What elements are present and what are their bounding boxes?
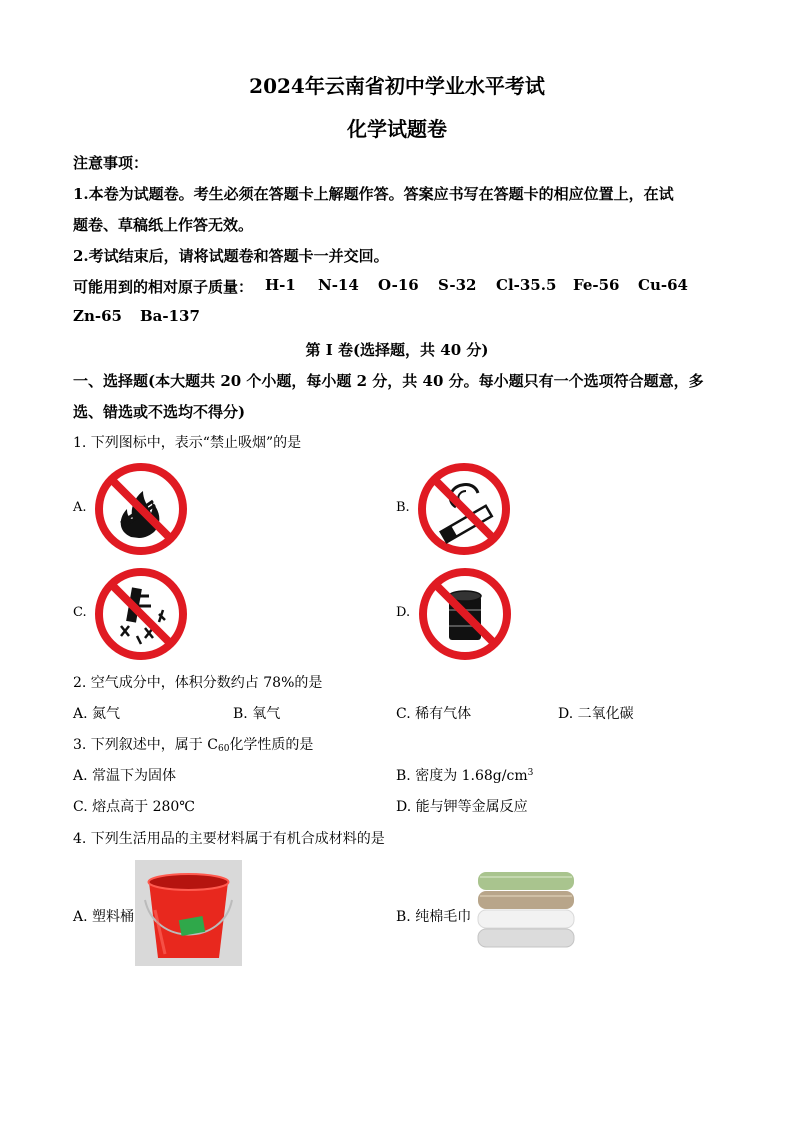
no-smoking-icon [416,461,512,557]
cotton-towels-image [476,868,576,950]
q3-option-a: A. 常温下为固体 [73,768,177,784]
atomic-mass-s: S-32 [438,276,477,294]
plastic-bucket-image [135,860,242,966]
atomic-mass-cl: Cl-35.5 [496,276,557,294]
atomic-mass-h: H-1 [265,276,296,294]
atomic-mass-label: 可能用到的相对原子质量： [73,278,254,296]
q4-option-a: A. 塑料桶 [73,909,135,925]
notes-heading: 注意事项： [73,154,149,172]
q3-stem-sub: 60 [217,744,230,754]
q2-option-a: A. 氮气 [73,706,121,722]
q2-stem: 2. 空气成分中，体积分数约占 78%的是 [73,675,323,691]
q3-option-b [396,765,533,785]
notes-item1-line2: 题卷、草稿纸上作答无效。 [73,216,254,234]
q1-option-d-label: D. [396,605,411,620]
q2-option-c: C. 稀有气体 [396,706,472,722]
q4-option-b: B. 纯棉毛巾 [396,909,472,925]
no-oil-drum-icon [417,566,513,662]
exam-title: 2024年云南省初中学业水平考试 [249,74,545,98]
atomic-mass-cu: Cu-64 [638,276,688,294]
no-open-flame-icon [93,461,189,557]
section1-line1: 一、选择题(本大题共 20 个小题，每小题 2 分，共 40 分。每小题只有一个选项符合题意，多 [73,372,704,390]
q3-option-c: C. 熔点高于 280℃ [73,799,195,815]
notes-item2: 2.考试结束后，请将试题卷和答题卡一并交回。 [73,247,389,265]
q3-option-b-sup: 3 [527,768,534,778]
q3-option-d: D. 能与钾等金属反应 [396,799,528,815]
q3-stem-pre: 3. 下列叙述中，属于 C [73,737,218,753]
part1-heading: 第 I 卷(选择题，共 40 分) [305,341,489,359]
q1-option-c-label: C. [73,605,87,620]
q2-option-d: D. 二氧化碳 [558,706,634,722]
q1-stem: 1. 下列图标中，表示“禁止吸烟”的是 [73,435,302,451]
exam-subtitle: 化学试题卷 [347,117,447,141]
atomic-mass-o: O-16 [378,276,419,294]
notes-item1-line1: 1.本卷为试题卷。考生必须在答题卡上解题作答。答案应书写在答题卡的相应位置上，在试 [73,185,674,203]
atomic-mass-n: N-14 [318,276,359,294]
q1-option-a-label: A. [73,500,87,515]
section1-line2: 选、错选或不选均不得分) [73,403,246,421]
q2-option-b: B. 氧气 [233,706,281,722]
q4-stem: 4. 下列生活用品的主要材料属于有机合成材料的是 [73,831,385,847]
atomic-mass-ba: Ba-137 [140,307,200,325]
q1-option-b-label: B. [396,500,410,515]
q3-stem [73,734,313,754]
atomic-mass-fe: Fe-56 [573,276,620,294]
no-fireworks-icon [93,566,189,662]
q3-stem-post: 化学性质的是 [229,737,314,753]
atomic-mass-zn: Zn-65 [73,307,122,325]
q3-option-b-text: B. 密度为 1.68g/cm [396,768,528,784]
